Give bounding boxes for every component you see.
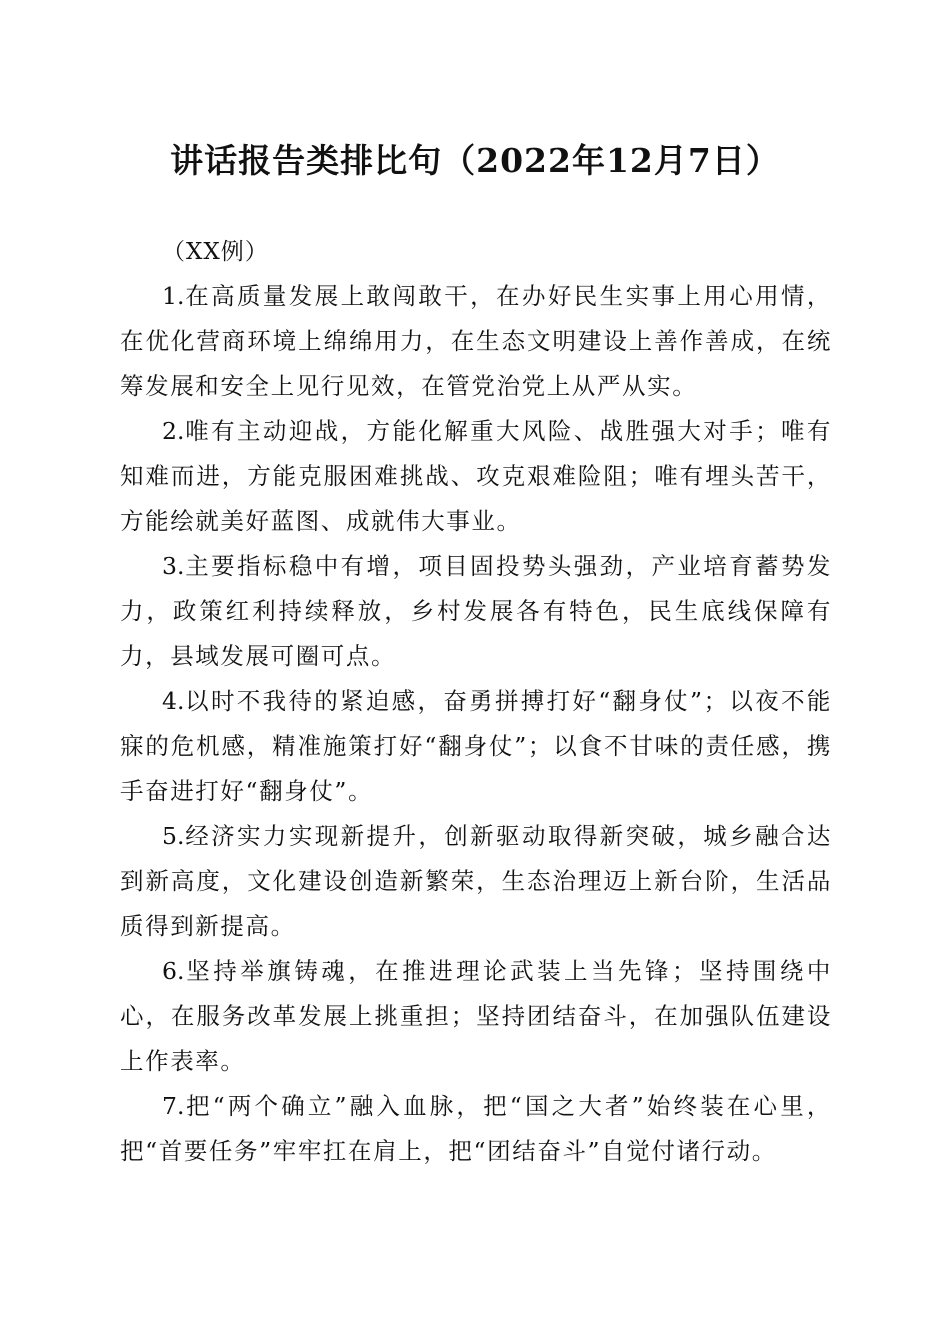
paragraph-number: 3. [162,552,185,580]
paragraph-number: 2. [162,417,185,445]
document-body [120,230,832,1174]
paragraph-4 [120,679,832,814]
paragraph-2 [120,409,832,544]
paragraph-3 [120,544,832,679]
paragraph-5 [120,814,832,949]
paragraph-text: 经济实力实现新提升，创新驱动取得新突破，城乡融合达到新高度，文化建设创造新繁荣，生态治理迈上新台阶，生活品质得到新提高。 [120,822,832,940]
document-title: 讲话报告类排比句（2022年12月7日） [170,141,780,180]
paragraph-number: 7. [162,1092,185,1120]
paragraph-text: 把“两个确立”融入血脉，把“国之大者”始终装在心里，把“首要任务”牢牢扛在肩上，把“团结奋斗”自觉付诸行动。 [120,1092,832,1165]
paragraph-text: 在高质量发展上敢闯敢干，在办好民生实事上用心用情，在优化营商环境上绵绵用力，在生态文明建设上善作善成，在统筹发展和安全上见行见效，在管党治党上从严从实。 [120,282,832,400]
paragraph-6 [120,949,832,1084]
paragraph-text: 主要指标稳中有增，项目固投势头强劲，产业培育蓄势发力，政策红利持续释放，乡村发展各有特色，民生底线保障有力，县域发展可圈可点。 [120,552,832,670]
paragraph-number: 4. [162,687,185,715]
document-subtitle: （XX例） [162,239,269,265]
paragraph-number: 6. [162,957,185,985]
paragraph-number: 5. [162,822,185,850]
paragraph-1 [120,274,832,409]
paragraph-number: 1. [162,282,185,310]
paragraph-text: 唯有主动迎战，方能化解重大风险、战胜强大对手；唯有知难而进，方能克服困难挑战、攻克艰难险阻；唯有埋头苦干，方能绘就美好蓝图、成就伟大事业。 [120,417,832,535]
paragraph-7 [120,1084,832,1174]
paragraph-text: 以时不我待的紧迫感，奋勇拼搏打好“翻身仗”；以夜不能寐的危机感，精准施策打好“翻身仗”；以食不甘味的责任感，携手奋进打好“翻身仗”。 [120,687,832,805]
paragraph-text: 坚持举旗铸魂，在推进理论武装上当先锋；坚持围绕中心，在服务改革发展上挑重担；坚持团结奋斗，在加强队伍建设上作表率。 [120,957,832,1075]
